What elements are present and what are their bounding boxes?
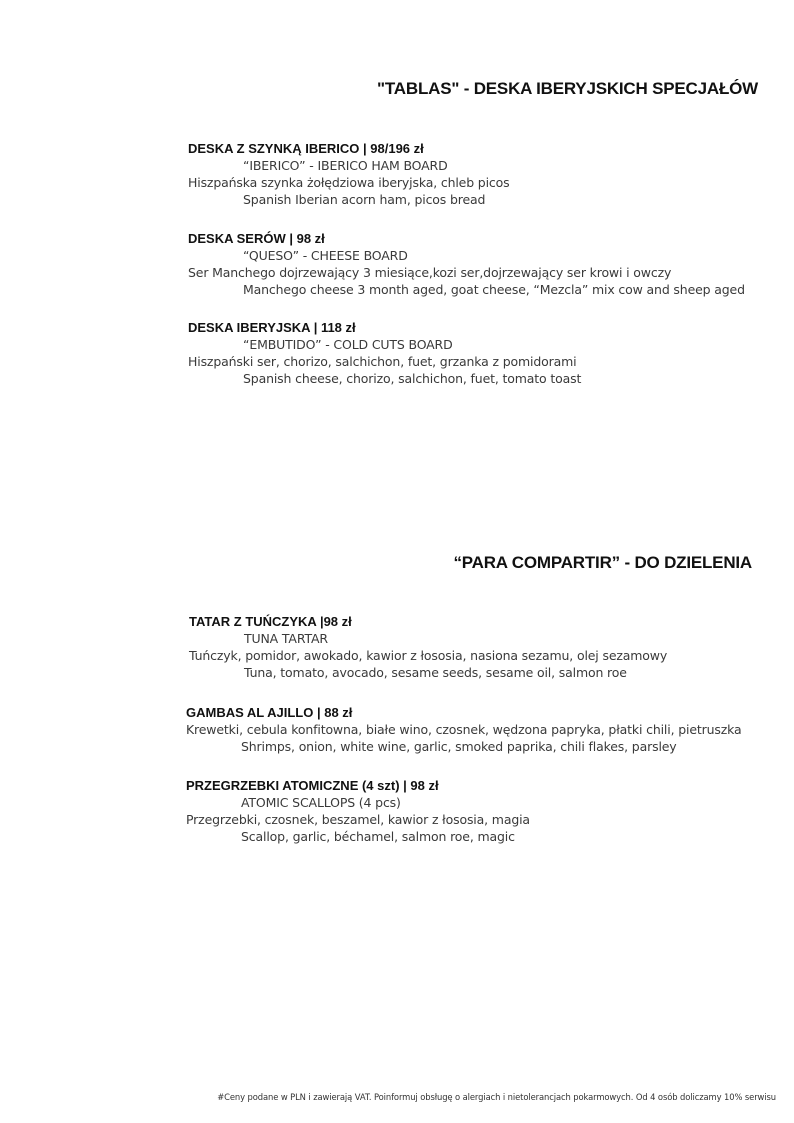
menu-item-tuna-tartar <box>189 614 789 681</box>
section-title-para-compartir: “PARA COMPARTIR” - DO DZIELENIA <box>453 553 752 572</box>
menu-item-description-pl: Krewetki, cebula konfitowna, białe wino, czosnek, wędzona papryka, płatki chili, pietruszka <box>186 722 742 737</box>
menu-item-english-name: TUNA TARTAR <box>244 631 328 646</box>
menu-item-name: PRZEGRZEBKI ATOMICZNE (4 szt) | 98 zł <box>186 778 439 793</box>
menu-item-description-pl: Tuńczyk, pomidor, awokado, kawior z łososia, nasiona sezamu, olej sezamowy <box>189 648 668 663</box>
menu-item-description-en: Spanish cheese, chorizo, salchichon, fuet, tomato toast <box>243 371 582 386</box>
menu-item-english-name: ATOMIC SCALLOPS (4 pcs) <box>241 795 401 810</box>
menu-item-atomic-scallops <box>186 778 786 845</box>
menu-item-name: DESKA SERÓW | 98 zł <box>188 231 325 246</box>
menu-item-name: TATAR Z TUŃCZYKA |98 zł <box>189 614 352 629</box>
menu-item-description-en: Tuna, tomato, avocado, sesame seeds, sesame oil, salmon roe <box>244 665 627 680</box>
menu-item-description-pl: Hiszpański ser, chorizo, salchichon, fuet, grzanka z pomidorami <box>188 354 577 369</box>
menu-item-description-pl: Przegrzebki, czosnek, beszamel, kawior z łososia, magia <box>186 812 530 827</box>
menu-item-gambas-al-ajillo <box>186 705 786 755</box>
section-title-tablas: "TABLAS" - DESKA IBERYJSKICH SPECJAŁÓW <box>377 79 758 98</box>
menu-item-description-en: Manchego cheese 3 month aged, goat cheese, “Mezcla” mix cow and sheep aged <box>243 282 745 297</box>
menu-item-iberico-ham-board <box>188 141 788 208</box>
menu-item-description-pl: Ser Manchego dojrzewający 3 miesiące,kozi ser,dojrzewający ser krowi i owczy <box>188 265 672 280</box>
menu-item-cheese-board <box>188 231 788 298</box>
footer-note: #Ceny podane w PLN i zawierają VAT. Poinformuj obsługę o alergiach i nietolerancjach pokarmowych. Od 4 osób doliczamy 10% serwisu <box>217 1092 776 1102</box>
menu-item-description-en: Shrimps, onion, white wine, garlic, smoked paprika, chili flakes, parsley <box>241 739 677 754</box>
menu-item-description-en: Scallop, garlic, béchamel, salmon roe, magic <box>241 829 515 844</box>
menu-item-name: DESKA Z SZYNKĄ IBERICO | 98/196 zł <box>188 141 424 156</box>
menu-item-cold-cuts-board <box>188 320 788 387</box>
menu-item-description-pl: Hiszpańska szynka żołędziowa iberyjska, chleb picos <box>188 175 510 190</box>
menu-item-english-name: “IBERICO” - IBERICO HAM BOARD <box>243 158 448 173</box>
menu-item-description-en: Spanish Iberian acorn ham, picos bread <box>243 192 486 207</box>
menu-item-english-name: “QUESO” - CHEESE BOARD <box>243 248 408 263</box>
menu-item-name: GAMBAS AL AJILLO | 88 zł <box>186 705 353 720</box>
menu-item-english-name: “EMBUTIDO” - COLD CUTS BOARD <box>243 337 453 352</box>
menu-item-name: DESKA IBERYJSKA | 118 zł <box>188 320 356 335</box>
